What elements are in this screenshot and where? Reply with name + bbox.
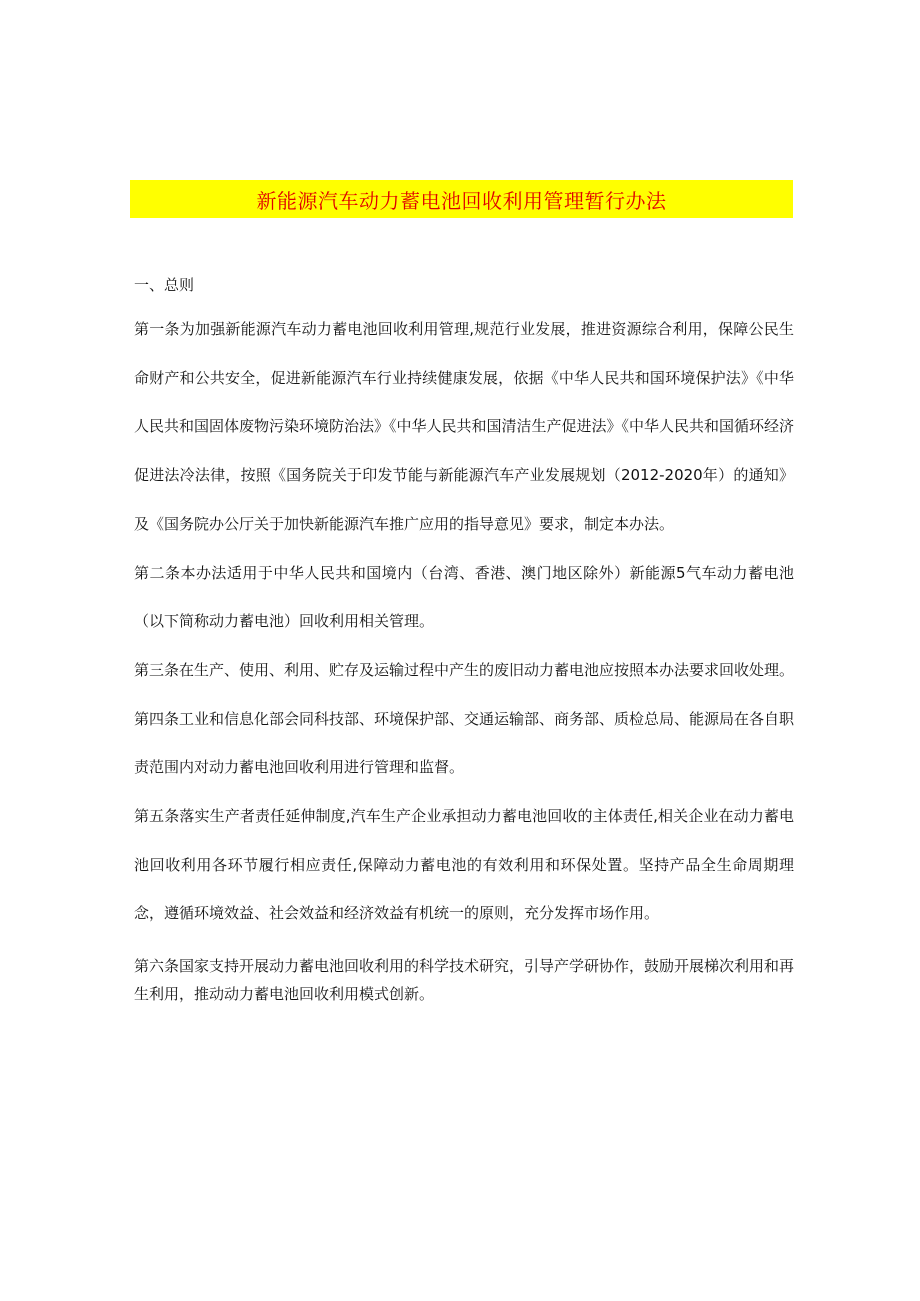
section-heading: 一、总则 [134,276,195,294]
article-3: 第三条在生产、使用、利用、贮存及运输过程中产生的废旧动力蓄电池应按照本办法要求回收处理。 [134,660,795,679]
document-body [134,267,794,1008]
article-5: 第五条落实生产者责任延伸制度,汽车生产企业承担动力蓄电池回收的主体责任,相关企业在动力蓄电池回收利用各环节履行相应责任,保障动力蓄电池的有效利用和环保处置。坚持产品全生命周期理念，遵循环境效益、社会效益和经济效益有机统一的原则，充分发挥市场作用。 [134,807,794,923]
article-6: 第六条国家支持开展动力蓄电池回收利用的科学技术研究，引导产学研协作，鼓励开展梯次利用和再生利用，推动动力蓄电池回收利用模式创新。 [134,957,795,1004]
document-title: 新能源汽车动力蓄电池回收利用管理暂行办法 [256,188,667,213]
article-1: 第一条为加强新能源汽车动力蓄电池回收利用管理,规范行业发展，推进资源综合利用，保障公民生命财产和公共安全，促进新能源汽车行业持续健康发展，依据《中华人民共和国环境保护法》《中华人民共和国固体废物污染环境防治法》《中华人民共和国清洁生产促进法》《中华人民共和国循环经济促进法冷法律，按照《国务院关于印发节能与新能源汽车产业发展规划（2012-2020年）的通知》及《国务院办公厅关于加快新能源汽车推广应用的指导意见》要求，制定本办法。 [134,320,795,533]
article-2: 第二条本办法适用于中华人民共和国境内（台湾、香港、澳门地区除外）新能源5气车动力蓄电池（以下简称动力蓄电池）回收利用相关管理。 [134,563,794,631]
title-banner [130,180,793,218]
article-4: 第四条工业和信息化部会同科技部、环境保护部、交通运输部、商务部、质检总局、能源局在各自职责范围内对动力蓄电池回收利用进行管理和监督。 [134,709,795,777]
